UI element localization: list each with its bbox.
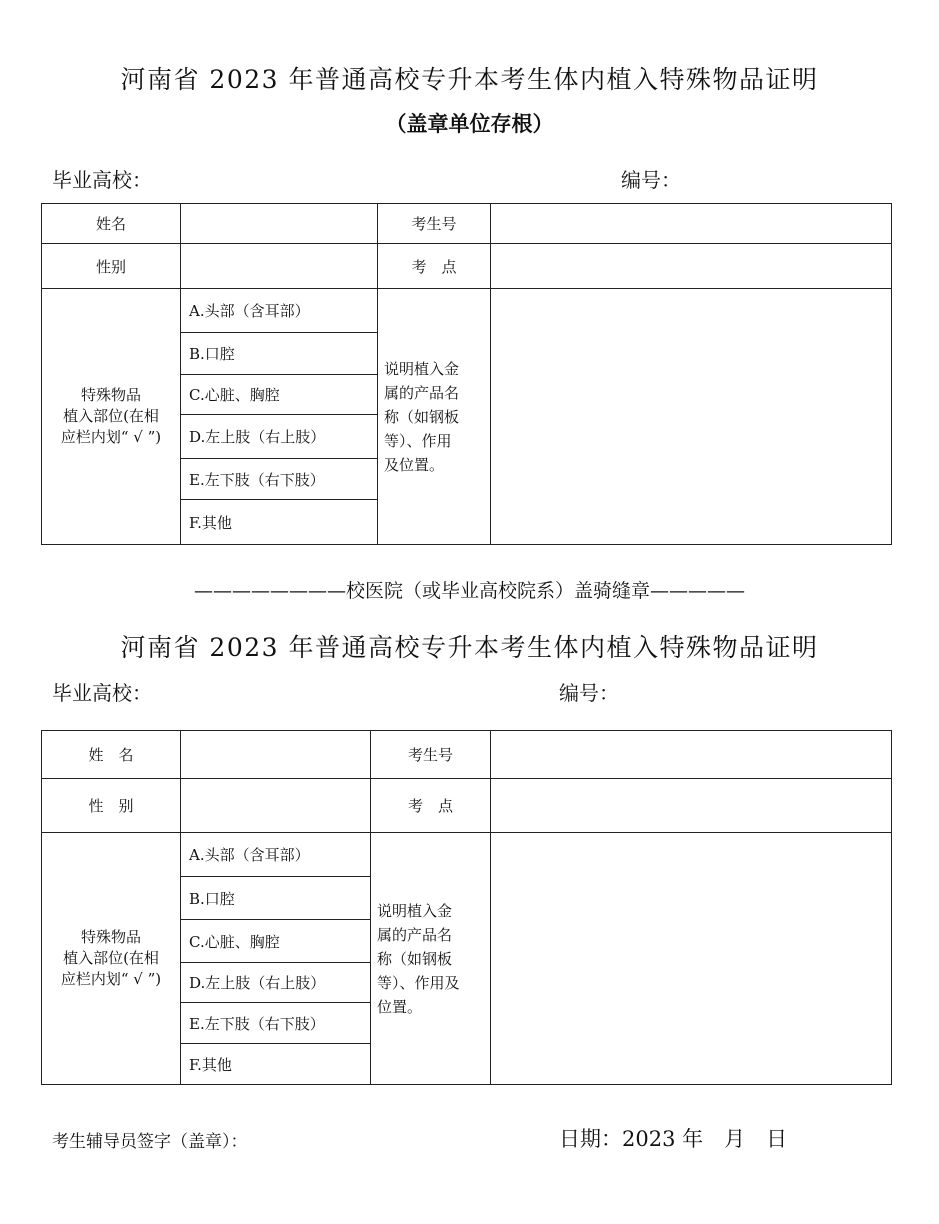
form2-implant-location-label bbox=[42, 833, 181, 1085]
form1-desc-line-1: 说明植入金 bbox=[384, 359, 460, 378]
form2-gender-field[interactable] bbox=[181, 779, 371, 833]
form2-description-field[interactable] bbox=[491, 833, 892, 1085]
form1-option-f[interactable]: F.其他 bbox=[181, 500, 378, 545]
form1-location-line-1: 特殊物品 bbox=[80, 386, 141, 404]
form2-title: 河南省 2023 年普通高校专升本考生体内植入特殊物品证明 bbox=[120, 633, 819, 662]
form2-option-b[interactable]: B.口腔 bbox=[181, 877, 371, 920]
form2-school-label: 毕业高校： bbox=[52, 681, 152, 705]
form2-number-label: 编号： bbox=[559, 681, 619, 705]
form1-option-b[interactable]: B.口腔 bbox=[181, 333, 378, 375]
form1-school-label: 毕业高校： bbox=[52, 168, 152, 192]
form2-desc-line-4: 等）、作用及 bbox=[377, 973, 460, 992]
form2-desc-line-5: 位置。 bbox=[377, 997, 423, 1016]
form2-exam-site-label: 考 点 bbox=[371, 779, 491, 833]
form1-exam-site-field[interactable] bbox=[491, 244, 892, 289]
form2-option-d[interactable]: D.左上肢（右上肢） bbox=[181, 963, 371, 1003]
form1-desc-line-2: 属的产品名 bbox=[384, 383, 460, 402]
form1-description-field[interactable] bbox=[491, 289, 892, 545]
form2-description-label bbox=[371, 833, 491, 1085]
form1-gender-field[interactable] bbox=[181, 244, 378, 289]
form2-gender-label: 性 别 bbox=[42, 779, 181, 833]
form1-title: 河南省 2023 年普通高校专升本考生体内植入特殊物品证明 bbox=[120, 65, 819, 94]
form2-location-line-3: 应栏内划“ √ ”) bbox=[60, 970, 162, 988]
form1-desc-line-4: 等）、作用 bbox=[384, 431, 452, 450]
form1-option-a[interactable]: A.头部（含耳部） bbox=[181, 289, 378, 333]
form1-option-e[interactable]: E.左下肢（右下肢） bbox=[181, 459, 378, 500]
form2-option-c[interactable]: C.心脏、胸腔 bbox=[181, 920, 371, 963]
form1-exam-id-label: 考生号 bbox=[378, 204, 491, 244]
form1-name-field[interactable] bbox=[181, 204, 378, 244]
form2-exam-id-label: 考生号 bbox=[371, 731, 491, 779]
form2-location-line-2: 植入部位(在相 bbox=[63, 949, 159, 967]
form2-location-line-1: 特殊物品 bbox=[80, 928, 141, 946]
form2-desc-line-2: 属的产品名 bbox=[377, 925, 453, 944]
form1-description-label bbox=[378, 289, 491, 545]
form2-option-e[interactable]: E.左下肢（右下肢） bbox=[181, 1003, 371, 1044]
form2-desc-line-3: 称（如钢板 bbox=[377, 949, 453, 968]
form2-option-a[interactable]: A.头部（含耳部） bbox=[181, 833, 371, 877]
form1-location-line-2: 植入部位(在相 bbox=[63, 407, 159, 425]
form1-table bbox=[41, 203, 892, 545]
form2-name-label: 姓 名 bbox=[42, 731, 181, 779]
form2-exam-id-field[interactable] bbox=[491, 731, 892, 779]
counselor-signature-label: 考生辅导员签字（盖章）： bbox=[52, 1132, 248, 1152]
form1-exam-site-label: 考 点 bbox=[378, 244, 491, 289]
form1-gender-label: 性别 bbox=[42, 244, 181, 289]
form2-exam-site-field[interactable] bbox=[491, 779, 892, 833]
form1-subtitle: （盖章单位存根） bbox=[385, 111, 554, 136]
form1-name-label: 姓名 bbox=[42, 204, 181, 244]
form2-name-field[interactable] bbox=[181, 731, 371, 779]
form1-location-line-3: 应栏内划“ √ ”) bbox=[60, 428, 162, 446]
form2-option-f[interactable]: F.其他 bbox=[181, 1044, 371, 1085]
form1-desc-line-3: 称（如钢板 bbox=[384, 407, 460, 426]
date-label: 日期：2023 年 月 日 bbox=[559, 1127, 788, 1151]
form2-table bbox=[41, 730, 892, 1085]
form1-option-d[interactable]: D.左上肢（右上肢） bbox=[181, 415, 378, 459]
form1-option-c[interactable]: C.心脏、胸腔 bbox=[181, 375, 378, 415]
form1-implant-location-label bbox=[42, 289, 181, 545]
form2-desc-line-1: 说明植入金 bbox=[377, 901, 453, 920]
form1-number-label: 编号： bbox=[621, 168, 681, 192]
seal-divider: ————————校医院（或毕业高校院系）盖骑缝章————— bbox=[193, 580, 745, 602]
form1-desc-line-5: 及位置。 bbox=[384, 455, 445, 474]
form1-exam-id-field[interactable] bbox=[491, 204, 892, 244]
